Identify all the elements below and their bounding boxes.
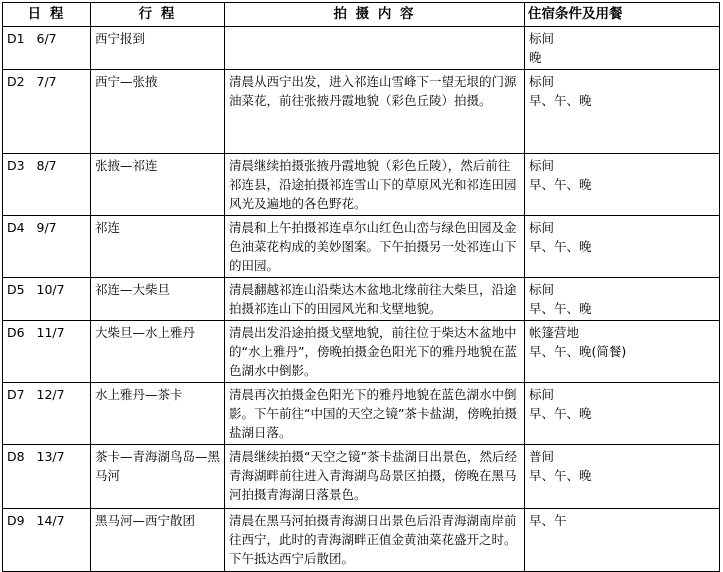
- lodging-room: 标间: [529, 220, 555, 235]
- table-row: [3, 445, 720, 509]
- lodging-cell: [525, 278, 720, 321]
- day-cell: D4 9/7: [3, 216, 91, 278]
- table-row: [3, 278, 720, 321]
- content-cell: 清晨继续拍摄张掖丹霞地貌（彩色丘陵），然后前往祁连县，沿途拍摄祁连雪山下的草原风光和祁连田园风光及遍地的各色野花。: [225, 154, 525, 216]
- route-cell: 祁连: [91, 216, 225, 278]
- lodging-cell: [525, 383, 720, 445]
- day-cell: D6 11/7: [3, 321, 91, 383]
- day-cell: D2 7/7: [3, 70, 91, 154]
- lodging-meals: 早、午、晚(简餐): [529, 344, 627, 359]
- lodging-cell: [525, 509, 720, 572]
- lodging-meals: 早、午、晚: [529, 93, 592, 108]
- table-row: [3, 509, 720, 572]
- content-cell: [225, 27, 525, 70]
- table-row: [3, 321, 720, 383]
- content-cell: 清晨在黑马河拍摄青海湖日出景色后沿青海湖南岸前往西宁，此时的青海湖畔正值金黄油菜花盛开之时。下午抵达西宁后散团。: [225, 509, 525, 572]
- lodging-cell: [525, 154, 720, 216]
- content-cell: 清晨从西宁出发，进入祁连山雪峰下一望无垠的门源油菜花，前往张掖丹霞地貌（彩色丘陵）拍摄。: [225, 70, 525, 154]
- lodging-room: 帐篷营地: [529, 325, 580, 340]
- route-cell: 祁连—大柴旦: [91, 278, 225, 321]
- table-row: [3, 27, 720, 70]
- header-day: 日 程: [3, 3, 91, 27]
- content-cell: 清晨继续拍摄“天空之镜”茶卡盐湖日出景色，然后经青海湖畔前往进入青海湖鸟岛景区拍摄，傍晚在黑马河拍摄青海湖日落景色。: [225, 445, 525, 509]
- route-cell: 西宁报到: [91, 27, 225, 70]
- lodging-meals: 早、午、晚: [529, 239, 592, 254]
- route-cell: 张掖—祁连: [91, 154, 225, 216]
- lodging-cell: [525, 321, 720, 383]
- day-cell: D3 8/7: [3, 154, 91, 216]
- lodging-meals: 早、午、晚: [529, 301, 592, 316]
- content-cell: 清晨出发沿途拍摄戈壁地貌，前往位于柴达木盆地中的“水上雅丹”，傍晚拍摄金色阳光下的雅丹地貌在蓝色湖水中倒影。: [225, 321, 525, 383]
- lodging-room: 标间: [529, 31, 555, 46]
- route-cell: 西宁—张掖: [91, 70, 225, 154]
- lodging-meals: 早、午: [529, 513, 567, 528]
- table-row: [3, 70, 720, 154]
- header-route: 行 程: [91, 3, 225, 27]
- table-row: [3, 216, 720, 278]
- day-cell: D5 10/7: [3, 278, 91, 321]
- route-cell: 大柴旦—水上雅丹: [91, 321, 225, 383]
- lodging-room: 标间: [529, 282, 555, 297]
- day-cell: D9 14/7: [3, 509, 91, 572]
- lodging-cell: [525, 27, 720, 70]
- lodging-meals: 晚: [529, 50, 542, 65]
- table-row: [3, 383, 720, 445]
- lodging-cell: [525, 445, 720, 509]
- lodging-room: 标间: [529, 387, 555, 402]
- table-header-row: [3, 3, 720, 27]
- content-cell: 清晨再次拍摄金色阳光下的雅丹地貌在蓝色湖水中倒影。下午前往“中国的天空之镜”茶卡盐湖，傍晚拍摄盐湖日落。: [225, 383, 525, 445]
- lodging-meals: 早、午、晚: [529, 177, 592, 192]
- itinerary-table: [2, 2, 720, 572]
- header-lodging: 住宿条件及用餐: [525, 3, 720, 27]
- lodging-cell: [525, 216, 720, 278]
- lodging-meals: 早、午、晚: [529, 468, 592, 483]
- content-cell: 清晨和上午拍摄祁连卓尔山红色山峦与绿色田园及金色油菜花构成的美妙图案。下午拍摄另一处祁连山下的田园。: [225, 216, 525, 278]
- route-cell: 茶卡—青海湖鸟岛—黑马河: [91, 445, 225, 509]
- header-content: 拍 摄 内 容: [225, 3, 525, 27]
- day-cell: D7 12/7: [3, 383, 91, 445]
- route-cell: 水上雅丹—茶卡: [91, 383, 225, 445]
- day-cell: D8 13/7: [3, 445, 91, 509]
- table-row: [3, 154, 720, 216]
- lodging-room: 标间: [529, 74, 555, 89]
- content-cell: 清晨翻越祁连山沿柴达木盆地北缘前往大柴旦，沿途拍摄祁连山下的田园风光和戈壁地貌。: [225, 278, 525, 321]
- lodging-room: 普间: [529, 449, 555, 464]
- day-cell: D1 6/7: [3, 27, 91, 70]
- lodging-meals: 早、午、晚: [529, 406, 592, 421]
- lodging-cell: [525, 70, 720, 154]
- route-cell: 黑马河—西宁散团: [91, 509, 225, 572]
- lodging-room: 标间: [529, 158, 555, 173]
